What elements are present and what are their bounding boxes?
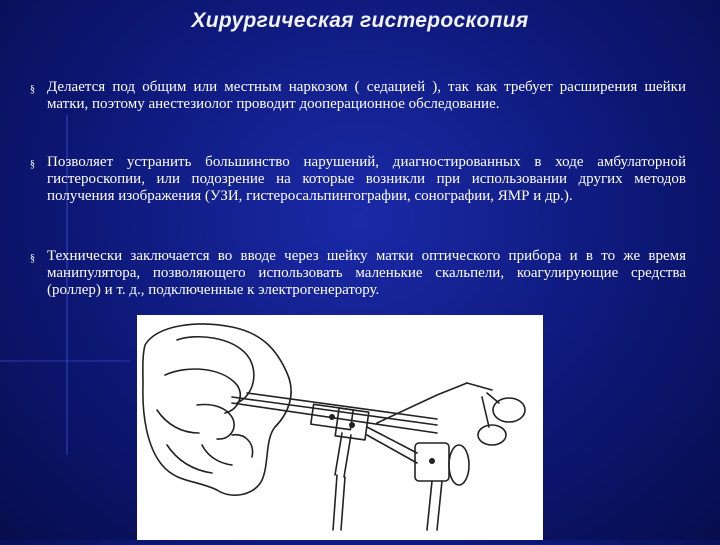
bullet-text: Позволяет устранить большинство нарушений, диагностированных в ходе амбулаторной гистероскопии, или подозрение на которые возникли при использовании других методов получения изображения (УЗИ, гистеросальпингографии, сонографии, ЯМР и др.).: [47, 154, 686, 204]
bullet-item: [30, 248, 686, 299]
hysteroscope-illustration: [137, 315, 543, 540]
hysteroscope-drawing: [137, 315, 543, 540]
bullet-item: [30, 79, 686, 113]
bullet-text: Технически заключается во вводе через шейку матки оптического прибора и в то же время манипулятора, позволяющего использовать маленькие скальпели, коагулирующие средства (роллер) и т. д., подключенные к электрогенератору.: [47, 248, 686, 298]
bullet-item: [30, 154, 686, 205]
bullet-text: Делается под общим или местным наркозом ( седацией ), так как требует расширения шейки матки, поэтому анестезиолог проводит дооперационное обследование.: [47, 79, 686, 112]
decor-horizontal-line: [0, 360, 130, 362]
bullet-marker: §: [30, 159, 35, 170]
bullet-marker: §: [30, 84, 35, 95]
slide-title: Хирургическая гистероскопия: [191, 9, 529, 32]
bullet-marker: §: [30, 253, 35, 264]
